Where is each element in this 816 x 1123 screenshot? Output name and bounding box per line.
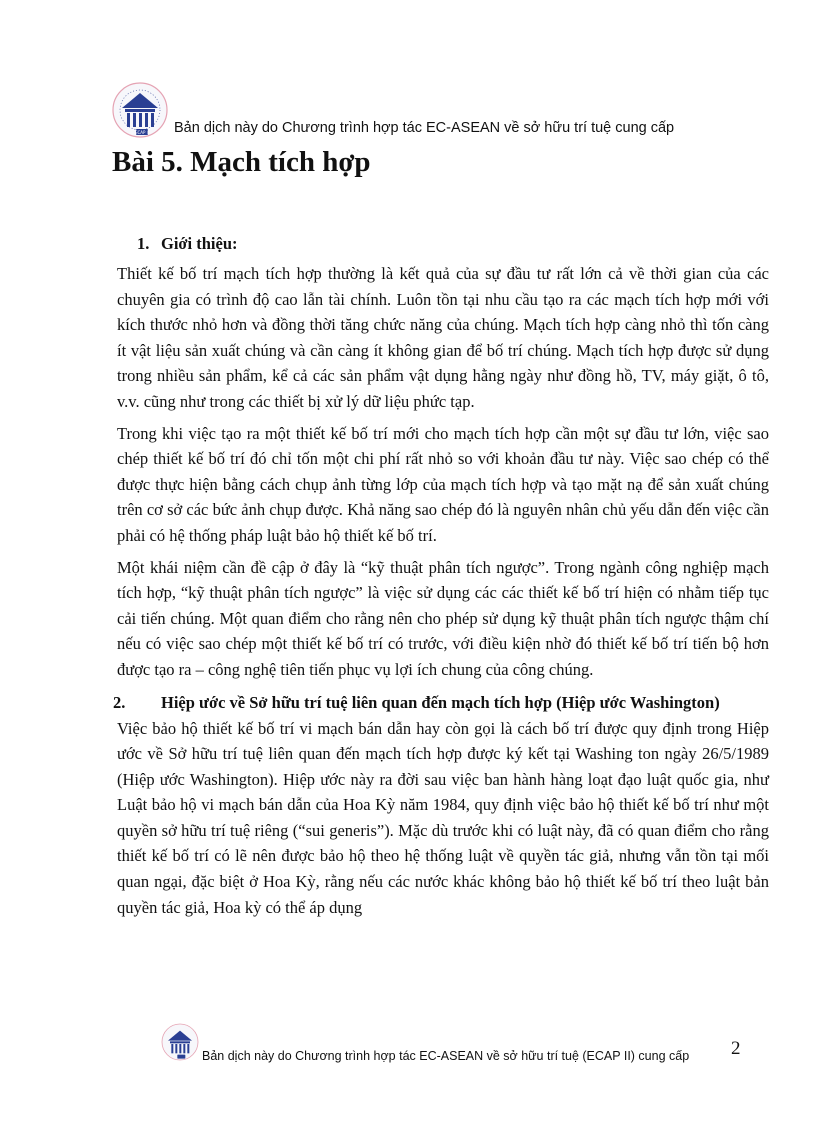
- footer-text: Bản dịch này do Chương trình hợp tác EC-ASEAN về sở hữu trí tuệ (ECAP II) cung cấp: [202, 1049, 690, 1063]
- section-heading-1: [117, 230, 769, 257]
- section-title: Hiệp ước về Sở hữu trí tuệ liên quan đến mạch tích hợp (Hiệp ước Washington): [161, 692, 720, 712]
- paragraph: Một khái niệm cần đề cập ở đây là “kỹ thuật phân tích ngược”. Trong ngành công nghiệp mạch tích hợp, “kỹ thuật phân tích ngược” là việc sử dụng các các thiết kế bố trí hiện có nhằm tiếp tục cải tiến chúng. Một quan điểm cho rằng nên cho phép sử dụng kỹ thuật phân tích ngược thậm chí nếu có việc sao chép một thiết kế bố trí có trước, với điều kiện nhờ đó thiết kế bố trí tiến bộ hơn được tạo ra – công nghệ tiên tiến phục vụ lợi ích chung của công chúng.: [117, 557, 769, 679]
- paragraph: Trong khi việc tạo ra một thiết kế bố trí mới cho mạch tích hợp cần một sự đầu tư lớn, việc sao chép thiết kế bố trí đó chỉ tốn một chi phí rất nhỏ so với khoản đầu tư này. Việc sao chép có thể được thực hiện bằng cách chụp ảnh từng lớp của mạch tích hợp và tạo mặt nạ để sản xuất chúng trên cơ sở các bức ảnh chụp được. Khả năng sao chép đó là nguyên nhân chủ yếu dẫn đến việc cần phải có hệ thống pháp luật bảo hộ thiết kế bố trí.: [117, 423, 769, 545]
- page-footer: [160, 1022, 750, 1072]
- paragraph: Thiết kế bố trí mạch tích hợp thường là kết quả của sự đầu tư rất lớn cả về thời gian của các chuyên gia có trình độ cao lẫn tài chính. Luôn tồn tại nhu cầu tạo ra các mạch tích hợp mới với kích thước nhỏ hơn và đồng thời tăng chức năng của chúng. Mạch tích hợp càng nhỏ thì tốn càng ít vật liệu sản xuất chúng và cần càng ít không gian để bố trí chúng. Mạch tích hợp được sử dụng trong nhiều sản phẩm, kể cả các sản phẩm vật dụng hằng ngày như đồng hồ, TV, máy giặt, ô tô, v.v. cũng như trong các thiết bị xử lý dữ liệu phức tạp.: [117, 264, 769, 411]
- paragraph: Việc bảo hộ thiết kế bố trí vi mạch bán dẫn hay còn gọi là cách bố trí được quy định trong Hiệp ước về Sở hữu trí tuệ liên quan đến mạch tích hợp được ký kết tại Washing ton ngày 26/5/1989 (Hiệp ước Washington). Hiệp ước này ra đời sau việc ban hành hàng loạt đạo luật quốc gia, như Luật bảo hộ vi mạch bán dẫn của Hoa Kỳ năm 1984, quy định việc bảo hộ thiết kế bố trí như một quyền sở hữu trí tuệ riêng (“sui generis”). Mặc dù trước khi có luật này, đã có quan điểm cho rằng thiết kế bố trí có lẽ nên được bảo hộ theo hệ thống luật về quyền tác giả, nhưng vẫn tồn tại mối quan ngại, đặc biệt ở Hoa Kỳ, rằng nếu các nước khác không bảo hộ thiết kế bố trí theo luật bản quyền tác giả, Hoa kỳ có thể áp dụng: [117, 718, 769, 917]
- section-number: 1.: [137, 234, 150, 253]
- page-number: 2: [731, 1038, 741, 1059]
- section-title: Giới thiệu:: [161, 234, 238, 253]
- ecap-logo-icon: [110, 80, 170, 140]
- section-heading-2: [113, 689, 769, 716]
- page-header: [110, 80, 730, 140]
- header-text: Bản dịch này do Chương trình hợp tác EC-ASEAN về sở hữu trí tuệ cung cấp: [174, 120, 675, 136]
- document-body: [113, 228, 769, 926]
- svg-text:ECAP II: ECAP II: [134, 130, 150, 135]
- ecap-logo-icon: [160, 1022, 200, 1062]
- page-title: Bài 5. Mạch tích hợp: [112, 146, 371, 178]
- section-number: 2.: [113, 692, 126, 712]
